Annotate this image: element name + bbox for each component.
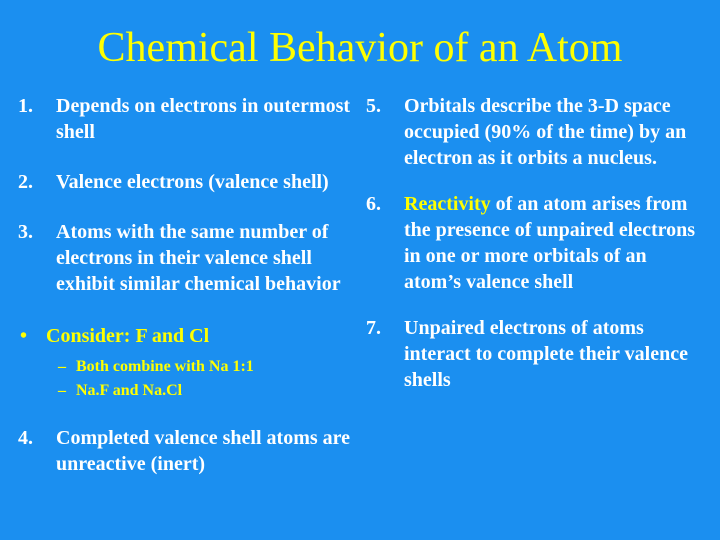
item-text: Valence electrons (valence shell) (56, 171, 329, 193)
item-text: Completed valence shell atoms are unreactive (inert) (56, 427, 351, 475)
item-text: Depends on electrons in outermost shell (56, 95, 351, 143)
item-number: 4. (18, 427, 33, 449)
left-column (18, 93, 358, 477)
sub-item-2 (18, 379, 358, 403)
item-number: 5. (366, 95, 381, 117)
item-number: 3. (18, 221, 33, 243)
highlight-word: Reactivity (404, 193, 491, 215)
item-number: 6. (366, 193, 381, 215)
item-number: 7. (366, 317, 381, 339)
item-text: Unpaired electrons of atoms interact to complete their valence shells (404, 317, 688, 391)
slide-title: Chemical Behavior of an Atom (97, 25, 623, 71)
item-text: of an atom arises from the presence of unpaired electrons in one or more orbitals of an atom’s valence shell (404, 193, 696, 293)
bullet-consider (18, 323, 358, 349)
item-number: 1. (18, 95, 33, 117)
item-text: Orbitals describe the 3-D space occupied (90% of the time) by an electron as it orbits a nucleus. (404, 95, 687, 169)
list-item-1 (18, 93, 358, 145)
right-column (366, 93, 706, 393)
dash-marker: – (58, 382, 66, 399)
dash-marker: – (58, 358, 66, 375)
list-item-4 (18, 425, 358, 477)
sub-text: Na.F and Na.Cl (76, 382, 183, 399)
sub-item-1 (18, 355, 358, 379)
item-number: 2. (18, 171, 33, 193)
list-item-3 (18, 219, 358, 297)
bullet-marker: • (20, 325, 28, 347)
item-text: Atoms with the same number of electrons in their valence shell exhibit similar chemical behavior (56, 221, 341, 295)
list-item-6 (366, 191, 706, 295)
sub-text: Both combine with Na 1:1 (76, 358, 254, 375)
list-item-2 (18, 169, 358, 195)
list-item-7 (366, 315, 706, 393)
bullet-text: Consider: F and Cl (46, 325, 210, 347)
list-item-5 (366, 93, 706, 171)
